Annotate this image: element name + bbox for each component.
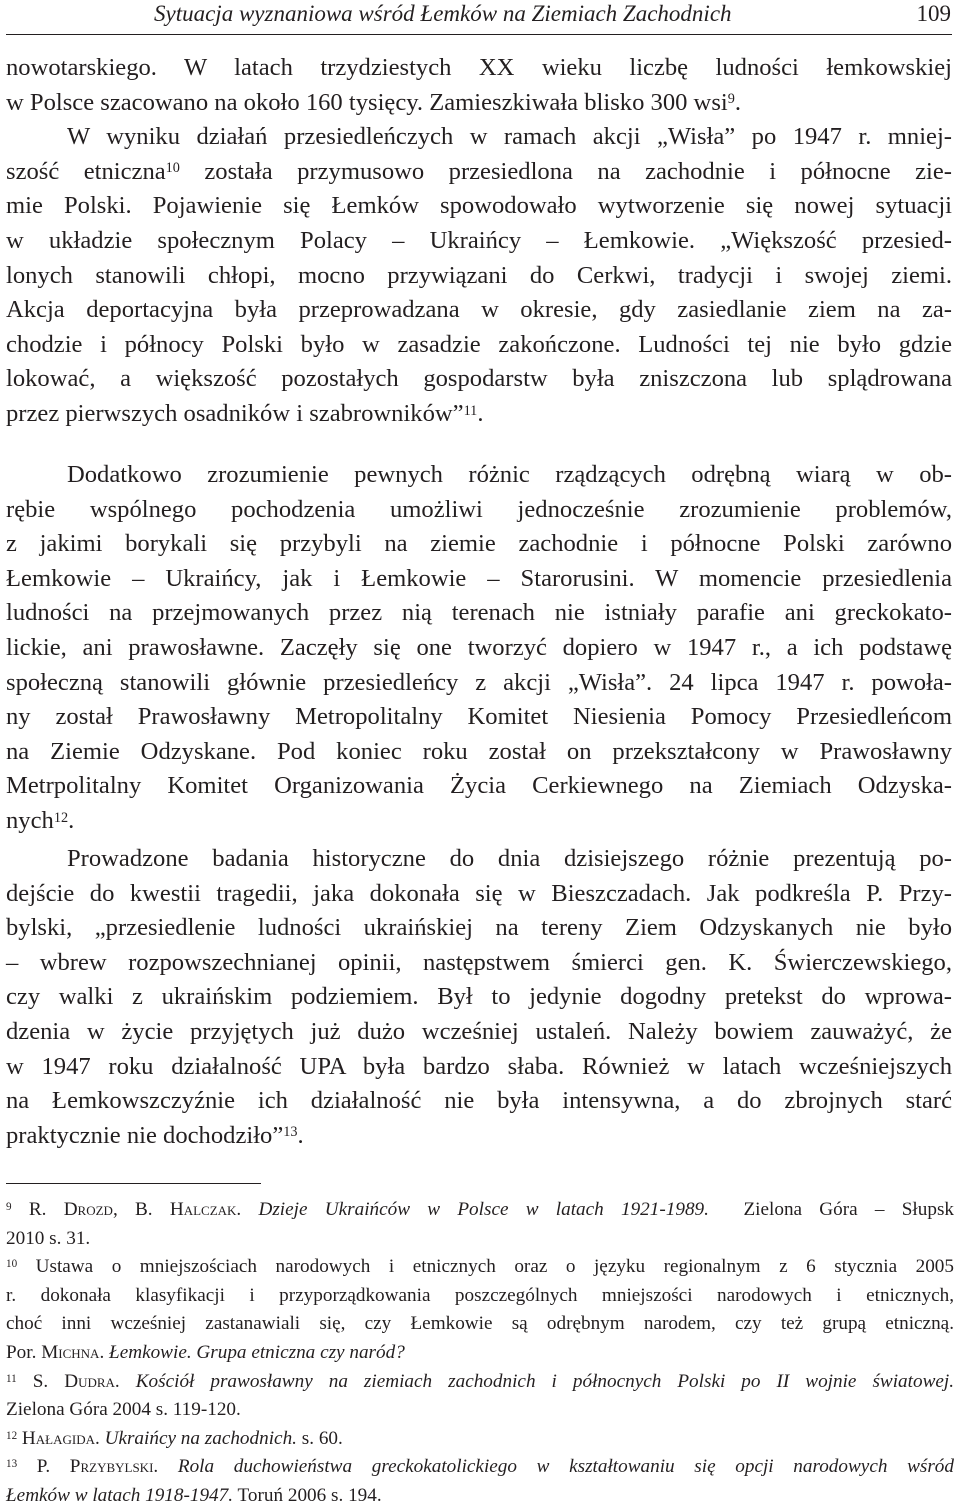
text-line: Dodatkowo zrozumienie pewnych różnic rządzących odrębną wiarą w ob-	[67, 461, 952, 488]
running-header	[6, 0, 952, 35]
text-line: ny został Prawosławny Metropolitalny Komitet Niesienia Pomocy Przesiedleńcom	[6, 703, 952, 731]
text-line: dejście do kwestii tragedii, jaka dokonała się w Bieszczadach. Jak podkreśla P. Przy-	[6, 879, 952, 907]
text-line: w 1947 roku działalność UPA była bardzo słaba. Również w latach wcześniejszych	[6, 1052, 952, 1080]
page-number: 109	[916, 1, 951, 26]
text-line: nowotarskiego. W latach trzydziestych XX wieku liczbę ludności łemkowskiej	[6, 54, 952, 81]
citation-title: Dzieje Ukraińców w Polsce w latach 1921-1989.	[258, 1199, 709, 1220]
text-line: Prowadzone badania historyczne do dnia dzisiejszego różnie prezentują po-	[67, 845, 952, 872]
footnote-ref[interactable]: 13	[283, 1124, 298, 1141]
footnote-number: 12	[6, 1429, 18, 1442]
text-line: lickie, ani prawosławne. Zaczęły się one tworzyć dopiero w 1947 r., a ich podstawę	[6, 633, 952, 661]
text-line: lokować, a większość pozostałych gospodarstw była zniszczona lub splądrowana	[6, 365, 952, 393]
footnote-13: $^{13}$ P. Przybylski. Rola duchowieństwa greckokatolickiego w kształtowaniu się opcji narodowych wśród Łemków w latach 1918-1947. Toruń 2006 s. 194.	[6, 1456, 954, 1506]
footnote-separator	[6, 1183, 261, 1184]
footnote-number: 9	[6, 1201, 12, 1213]
text-line: przez pierwszych osadników i szabrowników”$^{11}$.	[6, 399, 484, 427]
text-line: rębie wspólnego pochodzenia umożliwi jednocześnie zrozumienie problemów,	[6, 495, 952, 523]
footnote-number: 10	[6, 1258, 18, 1271]
footnote-9: $^9$ R. Drozd, B. Halczak. Dzieje Ukraińców w Polsce w latach 1921-1989. Zielona Góra – Słupsk 2010 s. 31.	[6, 1199, 955, 1249]
footnotes	[6, 1196, 954, 1511]
footnote-ref[interactable]: 12	[53, 809, 69, 826]
footnote-ref[interactable]: 9	[727, 91, 735, 108]
footnote-12: $^{12}$ Hałagida. Ukraińcy na zachodnich. s. 60.	[6, 1427, 343, 1449]
citation-title: Rola duchowieństwa greckokatolickiego w kształtowaniu się opcji narodowych wśród	[177, 1456, 954, 1478]
text-line: ludności na przejmowanych przez nią terenach nie istniały parafie ani greckokato-	[6, 599, 952, 627]
text-line: na Łemkowszczyźnie ich działalność nie była intensywna, a do zbrojnych starć	[6, 1087, 952, 1115]
text-line: praktycznie nie dochodziło”$^{13}$.	[6, 1121, 304, 1149]
citation-title: Ukraińcy na zachodnich.	[104, 1427, 297, 1449]
text-line: mie Polski. Pojawienie się Łemków spowodowało wytworzenie się nowej sytuacji	[6, 192, 952, 220]
text-line: Akcja deportacyjna była przeprowadzana w okresie, gdy zasiedlanie ziem na za-	[6, 296, 952, 324]
footnote-10: $^{10}$ Ustawa o mniejszościach narodowych i etnicznych oraz o języku regionalnym z 6 stycznia 2005 r. dokonała klasyfikacji i przyporządkowania poszczególnych mniejszości narodowych i etnicznych, choć inni wcześniej zastanawiali się, czy Łemkowie są odrębnym narodem, czy też grupą etniczną. Por. Michna. Łemkowie. Grupa etniczna czy naród?	[6, 1256, 954, 1363]
text-line: w Polsce szacowano na około 160 tysięcy. Zamieszkiwała blisko 300 wsi$^9$.	[6, 88, 742, 116]
footnote-ref[interactable]: 10	[165, 160, 180, 177]
text-line: lonych stanowili chłopi, mocno przywiązani do Cerkwi, tradycji i swojej ziemi.	[6, 261, 952, 289]
text-line: nych$^{12}$.	[6, 806, 75, 834]
citation-title: Łemkowie. Grupa etniczna czy naród?	[109, 1341, 405, 1363]
text-line: z jakimi borykali się przybyli na ziemie zachodnie i północne Polski zarówno	[6, 530, 952, 558]
running-title: Sytuacja wyznaniowa wśród Łemków na Ziemiach Zachodnich	[154, 1, 732, 26]
paragraph-2	[6, 458, 952, 839]
footnote-11: $^{11}$ S. Dudra. Kościół prawosławny na ziemiach zachodnich i północnych Polski po II wojnie światowej. Zielona Góra 2004 s. 119-120.	[6, 1370, 955, 1421]
footnote-number: 13	[6, 1458, 18, 1471]
text-line: czy walki z ukraińskim podziemiem. Był to jedynie dogodny pretekst do wprowa-	[6, 983, 952, 1011]
text-line: bylski, „przesiedlenie ludności ukraińskiej na tereny Ziem Odzyskanych nie było	[6, 914, 952, 942]
text-line: chodzie i północy Polski było w zasadzie zakończone. Ludności tej nie było gdzie	[6, 330, 952, 358]
text-line: – wbrew rozpowszechnianej opinii, następstwem śmierci gen. K. Świerczewskiego,	[6, 948, 952, 976]
text-line: Metrpolitalny Komitet Organizowania Życia Cerkiewnego na Ziemiach Odzyska-	[6, 772, 952, 800]
text-line: w układzie społecznym Polacy – Ukraińcy – Łemkowie. „Większość przesied-	[6, 226, 952, 254]
paragraph-1	[6, 51, 952, 432]
text-line: szość etniczna$^{10}$ została przymusowo przesiedlona na zachodnie i północne zie-	[6, 157, 952, 185]
text-line: społeczną stanowili głównie przesiedleńcy z akcji „Wisła”. 24 lipca 1947 r. powoła-	[6, 668, 952, 696]
citation-title: Kościół prawosławny na ziemiach zachodnich i północnych Polski po II wojnie światowej.	[135, 1370, 955, 1392]
text-line: W wyniku działań przesiedleńczych w ramach akcji „Wisła” po 1947 r. mniej-	[67, 123, 952, 151]
footnote-ref[interactable]: 11	[463, 402, 478, 419]
footnote-number: 11	[6, 1372, 17, 1385]
text-line: dzenia w życie przyjętych już dużo wcześniej ustaleń. Należy bowiem zauważyć, że	[6, 1017, 952, 1045]
text-line: Łemkowie – Ukraińcy, jak i Łemkowie – Starorusini. W momencie przesiedlenia	[6, 564, 952, 592]
paragraph-3	[6, 842, 952, 1153]
text-line: na Ziemie Odzyskane. Pod koniec roku został on przekształcony w Prawosławny	[6, 737, 952, 765]
